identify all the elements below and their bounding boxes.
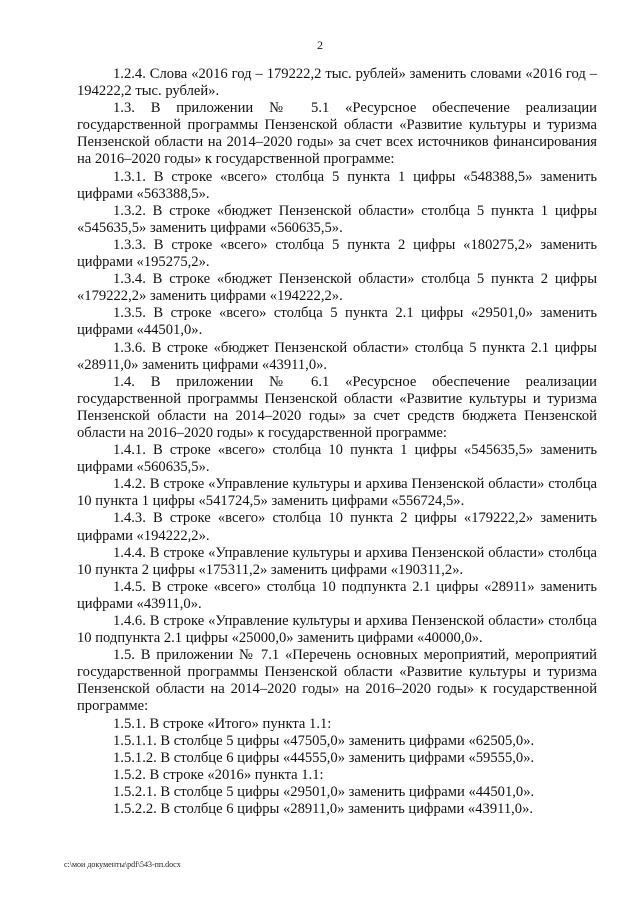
paragraph-1-3-1: 1.3.1. В строке «всего» столбца 5 пункта 1 цифры «548388,5» заменить цифрами «563388,5». — [77, 168, 597, 202]
paragraph-1-2-4: 1.2.4. Слова «2016 год – 179222,2 тыс. рублей» заменить словами «2016 год – 194222,2 тыс. рублей». — [77, 66, 597, 100]
paragraph-1-3: 1.3. В приложении № 5.1 «Ресурсное обеспечение реализации государственной программы Пензенской области «Развитие культуры и туризма Пензенской области на 2014–2020 годы» за счет всех источников финансирования на 2016–2020 годы» к государственной программе: — [77, 100, 597, 168]
paragraph-1-4: 1.4. В приложении № 6.1 «Ресурсное обеспечение реализации государственной программы Пензенской области «Развитие культуры и туризма Пензенской области на 2014–2020 годы» за счет средств бюджета Пензенской области на 2016–2020 годы» к государственной программе: — [77, 373, 597, 441]
paragraph-1-3-6: 1.3.6. В строке «бюджет Пензенской области» столбца 5 пункта 2.1 цифры «28911,0» заменить цифрами «43911,0». — [77, 339, 597, 373]
paragraph-1-3-2: 1.3.2. В строке «бюджет Пензенской области» столбца 5 пункта 1 цифры «545635,5» заменить цифрами «560635,5». — [77, 202, 597, 236]
paragraph-1-5-1-2: 1.5.1.2. В столбце 6 цифры «44555,0» заменить цифрами «59555,0». — [113, 749, 535, 766]
paragraph-1-3-5: 1.3.5. В строке «всего» столбца 5 пункта 2.1 цифры «29501,0» заменить цифрами «44501,0». — [77, 305, 597, 339]
footer-file-path: c:\мои документы\pdf\543-пп.docx — [64, 860, 181, 869]
paragraph-1-3-4: 1.3.4. В строке «бюджет Пензенской области» столбца 5 пункта 2 цифры «179222,2» заменить цифрами «194222,2». — [77, 271, 597, 305]
paragraph-1-5: 1.5. В приложении № 7.1 «Перечень основных мероприятий, мероприятий государственной программы Пензенской области «Развитие культуры и туризма Пензенской области на 2014–2020 годы» на 2016–2020 годы» к государственной программе: — [77, 647, 597, 715]
paragraph-1-5-2-2: 1.5.2.2. В столбце 6 цифры «28911,0» заменить цифрами «43911,0». — [113, 801, 534, 818]
paragraph-1-5-2-1: 1.5.2.1. В столбце 5 цифры «29501,0» заменить цифрами «44501,0». — [113, 783, 535, 800]
paragraph-1-5-2: 1.5.2. В строке «2016» пункта 1.1: — [113, 766, 324, 783]
paragraph-1-5-1-1: 1.5.1.1. В столбце 5 цифры «47505,0» заменить цифрами «62505,0». — [113, 732, 535, 749]
paragraph-1-4-3: 1.4.3. В строке «всего» столбца 10 пункта 2 цифры «179222,2» заменить цифрами «194222,2». — [77, 510, 597, 544]
paragraph-1-4-6: 1.4.6. В строке «Управление культуры и архива Пензенской области» столбца 10 подпункта 2.1 цифры «25000,0» заменить цифрами «40000,0». — [77, 613, 597, 647]
paragraph-1-4-2: 1.4.2. В строке «Управление культуры и архива Пензенской области» столбца 10 пункта 1 цифры «541724,5» заменить цифрами «556724,5». — [77, 476, 597, 510]
paragraph-1-4-1: 1.4.1. В строке «всего» столбца 10 пункта 1 цифры «545635,5» заменить цифрами «560635,5». — [77, 442, 597, 476]
paragraph-1-5-1: 1.5.1. В строке «Итого» пункта 1.1: — [113, 715, 332, 732]
paragraph-1-4-4: 1.4.4. В строке «Управление культуры и архива Пензенской области» столбца 10 пункта 2 цифры «175311,2» заменить цифрами «190311,2». — [77, 544, 597, 578]
paragraph-1-4-5: 1.4.5. В строке «всего» столбца 10 подпункта 2.1 цифры «28911» заменить цифрами «43911,0». — [77, 578, 597, 612]
document-body — [77, 66, 597, 818]
page-number: 2 — [317, 38, 323, 52]
paragraph-1-3-3: 1.3.3. В строке «всего» столбца 5 пункта 2 цифры «180275,2» заменить цифрами «195275,2». — [77, 236, 597, 271]
